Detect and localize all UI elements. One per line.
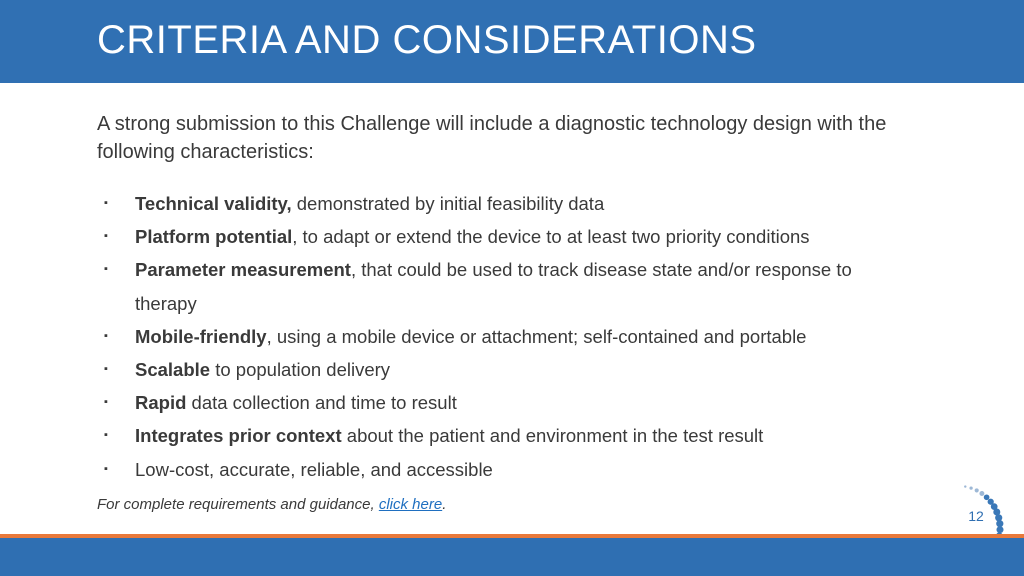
logo-dot (969, 486, 972, 489)
list-item-bold: Rapid (135, 392, 187, 414)
list-item (104, 386, 904, 419)
list-item (104, 419, 904, 452)
bullet-marker-icon: ▪ (104, 263, 108, 276)
list-item-text: demonstrated by initial feasibility data (291, 193, 605, 214)
logo-dot (996, 526, 1003, 533)
list-item-text: , using a mobile device or attachment; self-contained and portable (266, 325, 807, 347)
logo-dot (964, 485, 966, 487)
footnote (97, 496, 446, 513)
bullet-marker-icon: ▪ (104, 363, 108, 376)
slide-title: CRITERIA AND CONSIDERATIONS (97, 18, 757, 62)
list-item-bold: Parameter measurement (135, 259, 351, 281)
list-item-text: , that could be used to track disease state and/or response to therapy (135, 259, 852, 314)
list-item (104, 320, 904, 353)
title-bar (0, 0, 1024, 83)
list-item-bold: Integrates prior context (135, 425, 342, 447)
bullet-marker-icon: ▪ (104, 329, 108, 342)
logo-dot (975, 488, 979, 492)
list-item (104, 453, 904, 486)
list-item-bold: Scalable (135, 359, 211, 381)
bullet-marker-icon: ▪ (104, 197, 108, 209)
list-item (104, 187, 904, 220)
footnote-period: . (442, 496, 447, 513)
list-item (104, 253, 904, 319)
logo-dot (979, 491, 984, 496)
bullet-marker-icon: ▪ (104, 230, 108, 243)
bullet-marker-icon: ▪ (104, 396, 108, 409)
bullet-marker-icon: ▪ (104, 462, 108, 475)
list-item-bold: Mobile-friendly (135, 325, 267, 347)
list-item-text: to population delivery (210, 359, 391, 381)
list-item-text: Low-cost, accurate, reliable, and accessible (135, 458, 493, 480)
logo-dot (984, 494, 990, 500)
footnote-text: For complete requirements and guidance, (97, 496, 379, 513)
intro-paragraph: A strong submission to this Challenge will include a diagnostic technology design with the following characteristics: (97, 113, 887, 163)
list-item (104, 353, 904, 386)
list-item-text: data collection and time to result (186, 392, 457, 414)
bullet-marker-icon: ▪ (104, 429, 108, 442)
criteria-list (104, 187, 904, 486)
list-item-text: about the patient and environment in the test result (341, 425, 764, 447)
list-item (104, 220, 904, 253)
list-item-bold: Technical validity, (135, 193, 292, 214)
footer-band (0, 538, 1024, 576)
list-item-text: , to adapt or extend the device to at least two priority conditions (292, 226, 810, 248)
click-here-link[interactable]: click here (378, 496, 443, 513)
list-item-bold: Platform potential (135, 226, 293, 248)
page-number: 12 (968, 508, 984, 524)
